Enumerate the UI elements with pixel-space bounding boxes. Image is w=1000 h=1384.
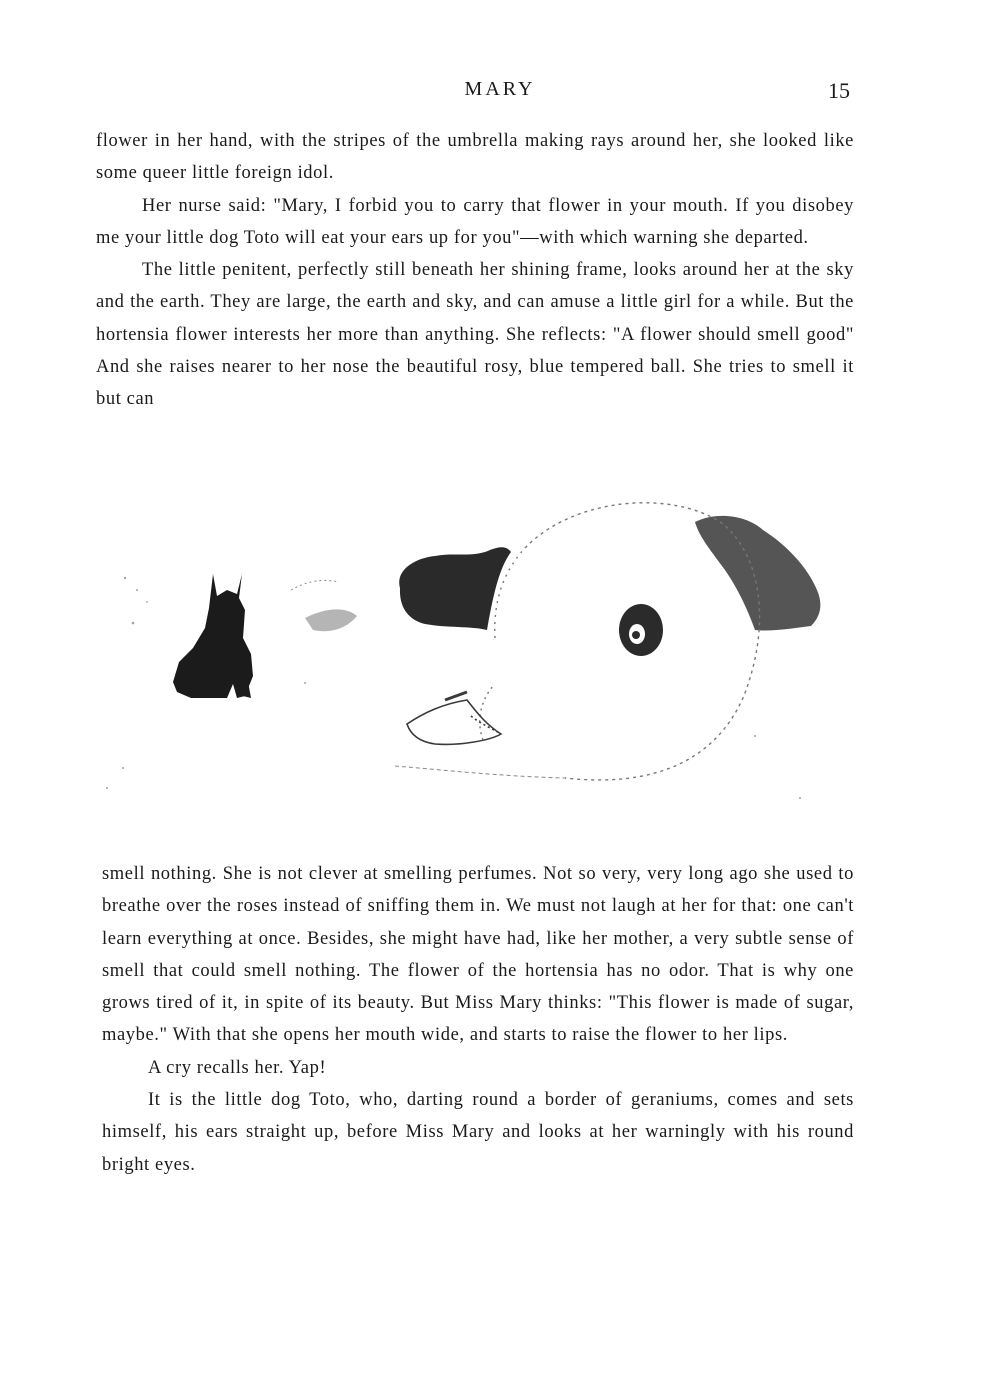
text-block-top [96, 125, 854, 416]
paragraph: The little penitent, perfectly still beneath her shining frame, looks around her at the sky and the earth. They are large, the earth and sky, and can amuse a little girl for a while. But the hortensia flower interests her more than anything. She reflects: "A flower should smell good" And she raises nearer to her nose the beautiful rosy, blue tempered ball. She tries to smell it but can [96, 260, 854, 410]
illustration [95, 478, 855, 818]
paragraph: It is the little dog Toto, who, darting round a border of geraniums, comes and sets himself, his ears straight up, before Miss Mary and looks at her warningly with his round bright eyes. [102, 1090, 854, 1175]
shrub-foliage [305, 516, 820, 631]
running-head [0, 78, 1000, 108]
dog-toto-figure [173, 574, 253, 698]
girl-foot [407, 692, 501, 744]
paragraph: smell nothing. She is not clever at smelling perfumes. Not so very, very long ago she used to breathe over the roses instead of sniffing them in. We must not laugh at her for that: one can't learn everything at once. Besides, she might have had, like her mother, a very subtle sense of smell that could smell nothing. The flower of the hortensia has no odor. That is why one grows tired of it, in spite of its beauty. But Miss Mary thinks: "This flower is made of sugar, maybe." With that she opens her mouth wide, and starts to raise the flower to her lips. [102, 864, 854, 1046]
running-title: MARY [464, 78, 536, 100]
page-number: 15 [828, 78, 850, 103]
paragraph: A cry recalls her. Yap! [148, 1057, 327, 1078]
paragraph: Her nurse said: "Mary, I forbid you to carry that flower in your mouth. If you disobey me your little dog Toto will eat your ears up for you"—with which warning she departed. [96, 195, 854, 248]
paragraph: flower in her hand, with the stripes of the umbrella making rays around her, she looked like some queer little foreign idol. [96, 131, 854, 184]
hortensia-flower [619, 604, 663, 656]
text-block-bottom [102, 858, 854, 1181]
